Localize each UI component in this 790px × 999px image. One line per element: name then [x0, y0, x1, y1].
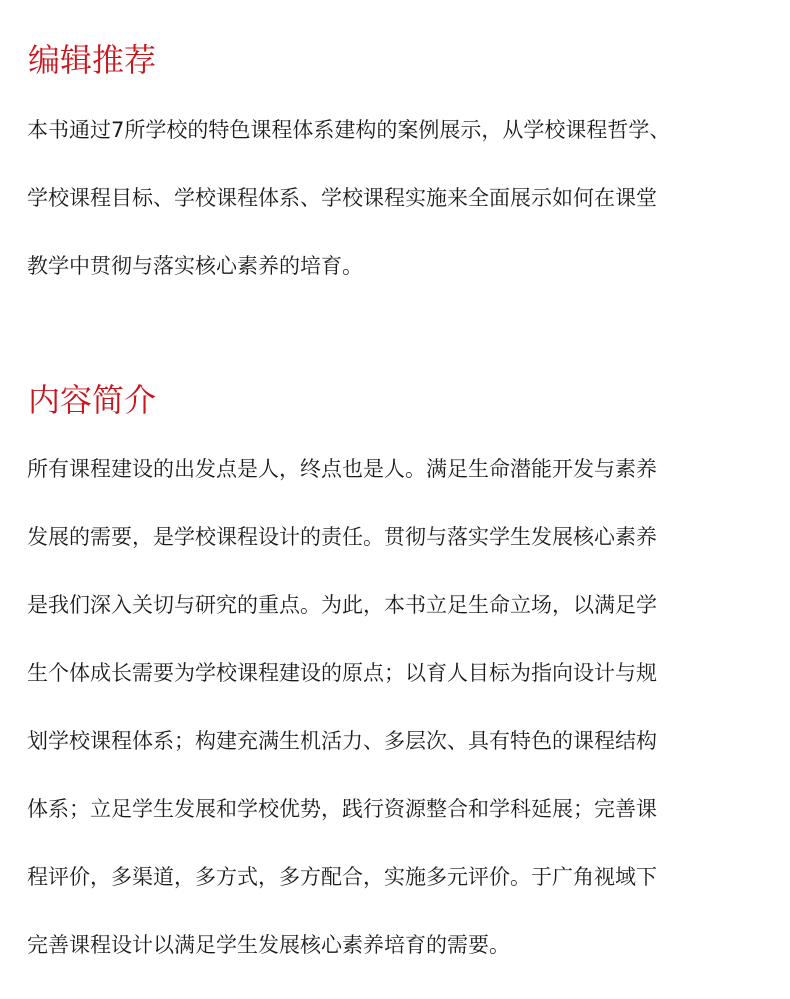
editor-recommendation-line: 本书通过7所学校的特色课程体系建构的案例展示，从学校课程哲学、	[27, 118, 671, 142]
content-summary-heading: 内容简介	[28, 381, 157, 419]
content-summary-line: 体系；立足学生发展和学校优势，践行资源整合和学科延展；完善课	[27, 797, 657, 821]
editor-recommendation-line: 教学中贯彻与落实核心素养的培育。	[27, 254, 363, 278]
content-summary-line: 划学校课程体系；构建充满生机活力、多层次、具有特色的课程结构	[27, 729, 657, 753]
content-summary-line: 生个体成长需要为学校课程建设的原点；以育人目标为指向设计与规	[27, 661, 657, 685]
content-summary-line: 是我们深入关切与研究的重点。为此，本书立足生命立场，以满足学	[27, 593, 657, 617]
editor-recommendation-line: 学校课程目标、学校课程体系、学校课程实施来全面展示如何在课堂	[27, 186, 657, 210]
content-summary-line: 所有课程建设的出发点是人，终点也是人。满足生命潜能开发与素养	[27, 457, 657, 481]
content-summary-line: 完善课程设计以满足学生发展核心素养培育的需要。	[27, 933, 510, 957]
content-summary-line: 程评价，多渠道，多方式，多方配合，实施多元评价。于广角视域下	[27, 865, 657, 889]
editor-recommendation-heading: 编辑推荐	[28, 41, 157, 79]
content-summary-line: 发展的需要，是学校课程设计的责任。贯彻与落实学生发展核心素养	[27, 525, 657, 549]
